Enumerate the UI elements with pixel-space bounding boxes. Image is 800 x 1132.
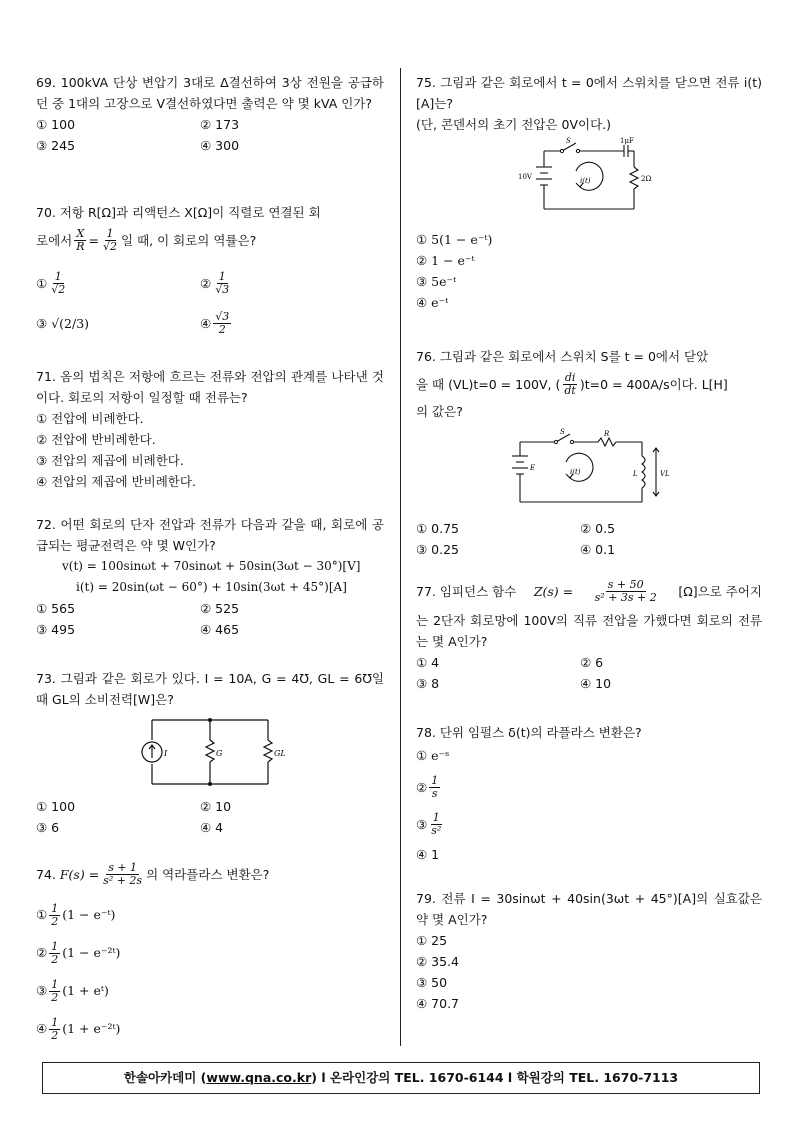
- option-2[interactable]: ② 0.5: [580, 521, 616, 536]
- question-73-options: [36, 796, 384, 838]
- question-78-options: [416, 743, 762, 867]
- option-4[interactable]: ④ 0.1: [580, 542, 616, 557]
- label-current: i(t): [580, 177, 591, 185]
- fraction-fs: $\frac{s + 1}{\text{s² + 2s}}$: [103, 860, 143, 887]
- option-3[interactable]: ③ 50: [416, 975, 448, 990]
- equation-voltage: v(t) = 100sinωt + 70sinωt + 50sin(3ωt − 30°)[V]: [62, 559, 361, 573]
- option-2[interactable]: ② 35.4: [416, 954, 460, 969]
- question-77: [416, 572, 762, 694]
- circuit-diagram: [36, 714, 384, 790]
- option-4[interactable]: ④ 10: [580, 676, 612, 691]
- option-2[interactable]: ② $\frac{1}{2}$ (1 − e⁻²ᵗ): [36, 939, 121, 966]
- question-77-stem-line2: 는 2단자 회로망에 100V의 직류 전압을 가했다면 회로의 전류는 몇 A인가?: [416, 613, 762, 649]
- option-3[interactable]: ③ 전압의 제곱에 비례한다.: [36, 453, 184, 468]
- footer-banner: [42, 1062, 760, 1094]
- footer-link[interactable]: www.qna.co.kr: [206, 1070, 312, 1085]
- question-72-stem: 72. 어떤 회로의 단자 전압과 전류가 다음과 같을 때, 회로에 공급되는 평균전력은 약 몇 W인가?: [36, 517, 384, 553]
- option-2[interactable]: ② $\frac{1}{√3}$: [200, 269, 230, 296]
- question-70-stem-line2: [36, 223, 384, 257]
- question-77-stem-line1: [416, 572, 762, 610]
- label-G: G: [216, 749, 223, 758]
- column-divider: [400, 68, 401, 1046]
- question-76: [416, 346, 762, 560]
- circuit-figure-73: [36, 714, 384, 790]
- option-1[interactable]: ① e⁻ˢ: [416, 748, 450, 763]
- option-1[interactable]: ① 0.75: [416, 521, 460, 536]
- question-69: [36, 72, 384, 156]
- question-70: [36, 202, 384, 343]
- question-75: [416, 72, 762, 313]
- label-resistor: R: [604, 430, 610, 438]
- question-76-stem-line3: 의 값은?: [416, 404, 463, 419]
- option-1[interactable]: ① 100: [36, 117, 76, 132]
- question-78-stem: 78. 단위 임펄스 δ(t)의 라플라스 변환은?: [416, 725, 642, 740]
- option-4[interactable]: ④ 전압의 제곱에 반비례한다.: [36, 474, 196, 489]
- option-4[interactable]: ④ 70.7: [416, 996, 460, 1011]
- option-3[interactable]: ③ 6: [36, 820, 60, 835]
- label-source: E: [530, 464, 536, 472]
- question-76-stem-line1: 76. 그림과 같은 회로에서 스위치 S를 t = 0에서 닫았: [416, 349, 709, 364]
- option-4[interactable]: ④ e⁻ᵗ: [416, 295, 449, 310]
- question-71-stem: 71. 옴의 법칙은 저항에 흐르는 전류와 전압의 관계를 나타낸 것이다. 회로의 저항이 일정할 때 전류는?: [36, 369, 384, 405]
- equals-sign: =: [88, 232, 100, 248]
- option-2[interactable]: ② 1 − e⁻ᵗ: [416, 253, 475, 268]
- stem-text: 로에서: [36, 232, 73, 248]
- function-label: Z(s) =: [533, 583, 574, 599]
- function-label: F(s) =: [59, 866, 100, 882]
- question-78: [416, 722, 762, 867]
- label-switch: S: [566, 137, 571, 145]
- question-71-options: [36, 408, 384, 492]
- option-4[interactable]: ④ 4: [200, 820, 224, 835]
- option-2[interactable]: ② 525: [200, 601, 240, 616]
- option-3[interactable]: ③ 5e⁻ᵗ: [416, 274, 457, 289]
- question-76-options: [416, 518, 762, 560]
- question-75-options: [416, 229, 762, 313]
- stem-text: 을 때 (VL)t=0 = 100V,: [416, 376, 552, 392]
- option-3[interactable]: ③ $\frac{1}{\text{s²}}$: [416, 810, 442, 837]
- circuit-figure-76: [416, 426, 762, 512]
- equation-current: i(t) = 20sin(ωt − 60°) + 10sin(3ωt + 45°)[A]: [76, 580, 347, 594]
- footer-text-end: ) l 온라인강의 TEL. 1670-6144 l 학원강의 TEL. 1670-7113: [311, 1070, 679, 1085]
- option-2[interactable]: ② 6: [580, 655, 604, 670]
- question-79: [416, 888, 762, 1014]
- question-70-stem-line1: 70. 저항 R[Ω]과 리액턴스 X[Ω]이 직렬로 연결된 회: [36, 205, 321, 220]
- question-71: [36, 366, 384, 492]
- fraction-zs: $\frac{s + 50}{\text{s² + 3s + 2}}$: [594, 577, 657, 604]
- option-1[interactable]: ① 25: [416, 933, 448, 948]
- option-4[interactable]: ④ 300: [200, 138, 240, 153]
- option-3[interactable]: ③ 0.25: [416, 542, 460, 557]
- option-2[interactable]: ② 10: [200, 799, 232, 814]
- option-4[interactable]: ④ $\frac{√3}{2}$: [200, 309, 230, 336]
- question-74-stem: [36, 856, 384, 892]
- option-1[interactable]: ① 100: [36, 799, 76, 814]
- option-2[interactable]: ② $\frac{1}{s}$: [416, 773, 439, 800]
- option-2[interactable]: ② 전압에 반비례한다.: [36, 432, 156, 447]
- option-1[interactable]: ① $\frac{1}{2}$ (1 − e⁻ᵗ): [36, 901, 116, 928]
- option-1[interactable]: ① 5(1 − e⁻ᵗ): [416, 232, 493, 247]
- stem-text: 의 역라플라스 변환은?: [146, 866, 270, 882]
- question-77-options: [416, 652, 762, 694]
- stem-text: 77. 임피던스 함수: [416, 583, 517, 599]
- question-75-note: (단, 콘덴서의 초기 전압은 0V이다.): [416, 117, 611, 132]
- label-vl: VL: [660, 470, 670, 478]
- option-1[interactable]: ① 4: [416, 655, 440, 670]
- label-GL: GL: [274, 749, 286, 758]
- stem-text: t=0 = 400A/s이다. L[H]: [584, 376, 728, 392]
- label-resistor: 2Ω: [641, 175, 652, 183]
- label-current: i(t): [570, 468, 581, 476]
- option-4[interactable]: ④ 1: [416, 847, 440, 862]
- stem-text: 일 때, 이 회로의 역률은?: [121, 232, 257, 248]
- option-4[interactable]: ④ $\frac{1}{2}$ (1 + e⁻²ᵗ): [36, 1015, 121, 1042]
- option-3[interactable]: ③ 245: [36, 138, 76, 153]
- label-capacitor: 1μF: [620, 137, 634, 145]
- circuit-diagram: [416, 137, 762, 225]
- question-69-options: [36, 114, 384, 156]
- circuit-diagram: [416, 426, 762, 512]
- stem-text: [Ω]으로 주어지: [678, 583, 762, 599]
- footer-text-start: 한솔아카데미 (: [123, 1070, 207, 1085]
- question-79-options: [416, 930, 762, 1014]
- fraction-1-over-sqrt2: $\frac{1}{√2}$: [103, 226, 118, 253]
- question-72: [36, 514, 384, 640]
- question-74: [36, 856, 384, 1048]
- fraction-di-dt: $\frac{di}{dt}$: [564, 370, 576, 397]
- question-75-stem: 75. 그림과 같은 회로에서 t = 0에서 스위치를 닫으면 전류 i(t)[A]는?: [416, 75, 762, 111]
- option-3[interactable]: ③ 495: [36, 622, 76, 637]
- label-switch: S: [560, 428, 565, 436]
- question-72-options: [36, 598, 384, 640]
- option-2[interactable]: ② 173: [200, 117, 240, 132]
- option-3[interactable]: ③ $\frac{1}{2}$ (1 + eᵗ): [36, 977, 109, 1004]
- label-I: I: [164, 749, 168, 758]
- question-79-stem: 79. 전류 I = 30sinωt + 40sin(3ωt + 45°)[A]의 실효값은 약 몇 A인가?: [416, 891, 762, 927]
- option-3[interactable]: ③ √(2/3): [36, 315, 90, 331]
- option-1[interactable]: ① 565: [36, 601, 76, 616]
- question-73-stem: 73. 그림과 같은 회로가 있다. I = 10A, G = 4℧, GL = 6℧일 때 GL의 소비전력[W]은?: [36, 671, 384, 707]
- question-73: [36, 668, 384, 838]
- option-1[interactable]: ① 전압에 비례한다.: [36, 411, 144, 426]
- question-69-stem: 69. 100kVA 단상 변압기 3대로 Δ결선하여 3상 전원을 공급하던 중 1대의 고장으로 V결선하였다면 출력은 약 몇 kVA 인가?: [36, 75, 384, 111]
- option-4[interactable]: ④ 465: [200, 622, 240, 637]
- option-1[interactable]: ① $\frac{1}{√2}$: [36, 269, 66, 296]
- label-voltage: 10V: [518, 173, 532, 181]
- option-3[interactable]: ③ 8: [416, 676, 440, 691]
- question-74-options: [36, 896, 384, 1048]
- question-76-stem-line2: 을 때 (VL)t=0 = 100V, ( $\frac{di}{dt}$ ) t=0 = 400A/s이다. L[H]: [416, 370, 728, 397]
- question-70-options: [36, 263, 384, 343]
- question-number: 74.: [36, 866, 56, 882]
- fraction-x-over-r: $\frac{X}{R}$: [76, 226, 85, 253]
- circuit-figure-75: [416, 137, 762, 225]
- label-inductor: L: [633, 470, 638, 478]
